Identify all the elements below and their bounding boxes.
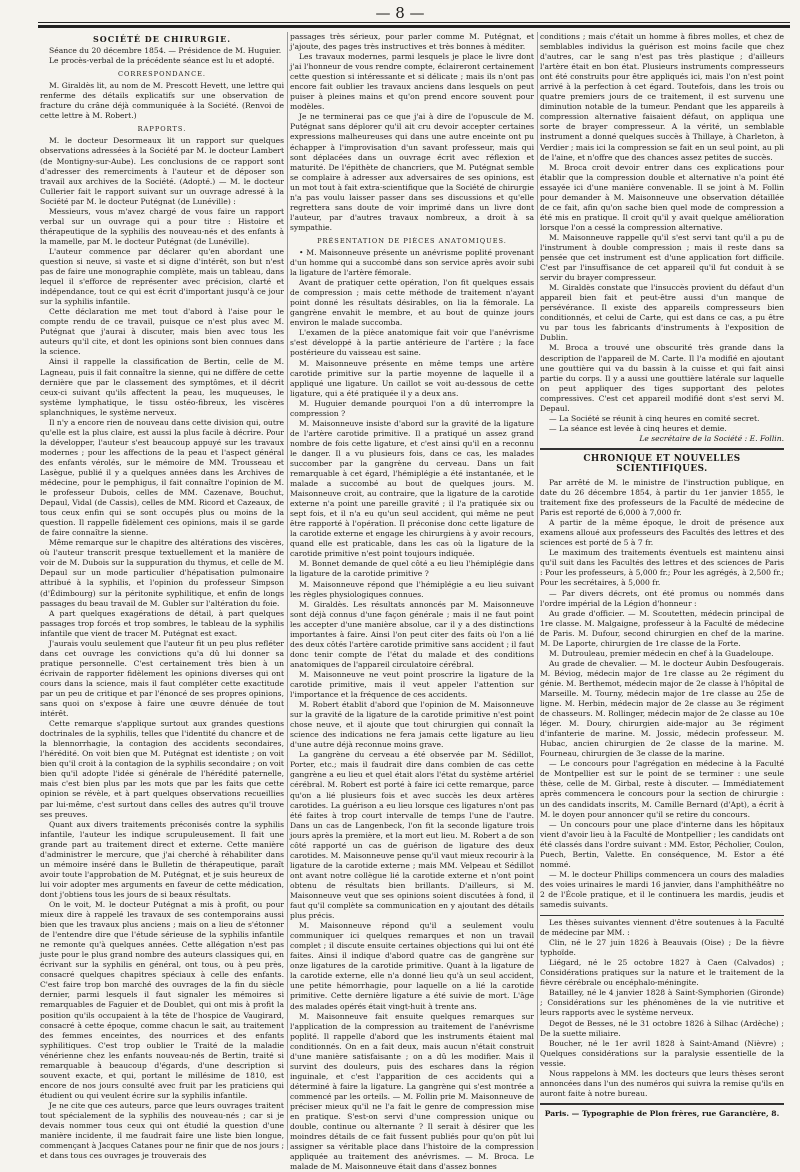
column-1 bbox=[40, 32, 284, 1161]
paragraph: J'aurais voulu seulement que l'auteur fit un peu plus refléter dans cet ouvrage les convictions qu'a dû lui donner sa pratique personnelle. C'est certainement très bien à un écrivain de rapporter fidèlement les opinions diverses qui ont cours dans la science, mais il faut compléter cette exactitude par un peu de critique et par l'énoncé de ses propres opinions, sans quoi on s'expose à faire une œuvre dénuée de tout intérêt. bbox=[40, 638, 284, 719]
paragraph: M. Maisonneuve fait ensuite quelques remarques sur l'application de la compression au traitement de l'anévrisme poplité. Il rappelle d'abord que les instruments étaient mal conditionnés. On en a fait deux, mais aucun n'était construit d'une manière satisfaisante ; on a dû les modifier. Mais il survint des douleurs, puis des eschares dans la région inguinale, et c'est l'apparition de ces accidents qui a déterminé à faire la ligature. La gangrène qui s'est montrée a commencé par les orteils. — M. Follin prie M. Maisonneuve de préciser mieux qu'il ne l'a fait le genre de compression mise en pratique. S'est-on servi d'une compression unique ou double, continue ou alternante ? Il serait à désirer que les moindres détails de ce fait fussent publiés pour qu'on pût lui assigner sa véritable place dans l'histoire de la compression appliquée au traitement des anévrismes. — M. Broca. Le malade de M. Maisonneuve était dans d'assez bonnes bbox=[290, 1011, 534, 1172]
printer-line: Paris. — Typographie de Plon frères, rue Garancière, 8. bbox=[544, 1108, 780, 1118]
paragraph: M. Broca a trouvé une obscurité très grande dans la description de l'appareil de M. Carte. Il l'a modifié en ajoutant une gouttière qui va du bassin à la cuisse et qui fait ainsi partie du corps. Il y a aussi une gouttière latérale sur laquelle on peut appliquer des tiges supportant des pelotes compressives. C'est cet appareil modifié dont s'est servi M. Depaul. bbox=[540, 343, 784, 413]
subheading: PRÉSENTATION DE PIÈCES ANATOMIQUES. bbox=[317, 236, 507, 245]
paragraph: Le procès-verbal de la précédente séance est lu et adopté. bbox=[49, 56, 275, 66]
subheading: RAPPORTS. bbox=[137, 125, 187, 134]
column-divider bbox=[287, 32, 288, 1150]
paragraph: M. Giraldès constate que l'insuccès provient du défaut d'un appareil bien fait et peut-être aussi d'un manque de persévérance. Il existe des appareils compresseurs bien conditionnés, et celui de Carte, qui est dans ce cas, a pu être vu par tous les fabricants d'instruments à l'exposition de Dublin. bbox=[540, 283, 784, 343]
paragraph: M. Bonnet demande de quel côté a eu lieu l'hémiplégie dans la ligature de la carotide primitive ? bbox=[290, 559, 534, 579]
paragraph: Cette remarque s'applique surtout aux grandes questions doctrinales de la syphilis, telles que l'identité du chancre et de la blennorrhagie, la contagion des accidents secondaires, l'hérédité. On voit bien que M. Putégnat est identiste ; on voit bien qu'il croit à la contagion de la syphilis secondaire ; on voit bien qu'il adopte l'idée si générale de l'hérédité paternelle, mais c'est bien plus par les mots que par les faits que cette opinion se révèle, et à part quelques observations recueillies par lui-même, c'est surtout dans celles des autres qu'il trouve ses preuves. bbox=[40, 719, 284, 819]
paragraph: M. Giraldès lit, au nom de M. Prescott Hevett, une lettre qui renferme des détails explicatifs sur une observation de fracture du crâne déjà communiquée à la Société. (Renvoi de cette lettre à M. Robert.) bbox=[40, 81, 284, 121]
paragraph: M. Maisonneuve présente en même temps une artère carotide primitive sur la partie moyenne de laquelle il a appliqué une ligature. Un caillot se voit au-dessous de cette ligature, qui a été pratiquée il y a deux ans. bbox=[290, 358, 534, 398]
paragraph: La gangrène du cerveau a été observée par M. Sédillot, Porter, etc.; mais il faudrait dire dans combien de cas cette gangrène a eu lieu et quel était alors l'état du système artériel cérébral. M. Robert est porté à faire ici cette remarque, parce qu'on a lié plusieurs fois et avec succès les deux artères carotides. La guérison a eu lieu lorsque ces ligatures n'ont pas été faites à trop court intervalle de temps l'une de l'autre. Dans un cas de Langenbeck, l'on fit la seconde ligature trois jours après la première, et la mort eut lieu. M. Robert a de son côté rapporté un cas de guérison de ligature des deux carotides. M. Maisonneuve pense qu'il vaut mieux recourir à la ligature de la carotide externe ; mais MM. Velpeau et Sédillot ont avant notre collègue lié la carotide externe et n'ont point obtenu de résultats bien brillants. D'ailleurs, si M. Maisonneuve veut que ses opinions soient discutées à fond, il faut qu'il complète sa communication en y ajoutant des détails plus précis. bbox=[290, 750, 534, 921]
section-title: CHRONIQUE ET NOUVELLES SCIENTIFIQUES. bbox=[583, 453, 741, 474]
paragraph: — Par divers décrets, ont été promus ou nommés dans l'ordre impérial de la Légion d'honneur : bbox=[540, 588, 784, 608]
paragraph: Même remarque sur le chapitre des altérations des viscères, où l'auteur transcrit presque textuellement et la manière de voir de M. Dubois sur la suppuration du thymus, et celle de M. Depaul sur un mode particulier d'hépatisation pulmonaire attribué à la syphilis, et l'opinion du professeur Simpson (d'Édimbourg) sur la péritonite syphilitique, et enfin de longs passages du beau travail de M. Gubler sur l'altération du foie. bbox=[40, 538, 284, 608]
paragraph: M. le docteur Desormeaux lit un rapport sur quelques observations adressées à la Société par M. le docteur Lambert (de Montigny-sur-Aube). Les conclusions de ce rapport sont d'adresser des remerciments à l'auteur et de déposer son travail aux archives de la Société. (Adopté.) — M. le docteur Cullerier fait le rapport suivant sur un ouvrage adressé à la Société par M. le docteur Putégnat (de Lunéville) : bbox=[40, 136, 284, 206]
paragraph: A part quelques exagérations de détail, à part quelques passages trop forcés et trop sombres, le tableau de la syphilis infantile que vient de tracer M. Putégnat est exact. bbox=[40, 608, 284, 638]
paragraph: M. Giraldès. Les résultats annoncés par M. Maisonneuve sont déjà connus d'une façon générale ; mais il ne faut point les accepter d'une manière absolue, car il y a des distinctions importantes à faire. Ainsi l'on peut citer des faits où l'on a lié des deux côtés l'artère carotide primitive sans accident ; il faut donc tenir compte de l'état du malade et des conditions anatomiques de l'appareil circulatoire cérébral. bbox=[290, 599, 534, 669]
paragraph: M. Maisonneuve insiste d'abord sur la gravité de la ligature de l'artère carotide primitive. Il a pratiqué un assez grand nombre de fois cette ligature, et c'est ainsi qu'il en a reconnu le danger. Il a vu plusieurs fois, dans ce cas, les malades succomber par la gangrène du cerveau. Dans un fait remarquable à cet égard, l'hémiplégie a été instantanée, et le malade a succombé au bout de quelques jours. M. Maisonneuve croit, au contraire, que la ligature de la carotide externe n'a point une pareille gravité ; il l'a pratiquée six ou sept fois, et il n'a eu qu'un seul accident, qui même ne peut être rapporté à l'opération. Il préconise donc cette ligature de la carotide externe et engage les chirurgiens à y avoir recours, quand elle est praticable, dans les cas où la ligature de la carotide primitive n'est point toujours indiquée. bbox=[290, 418, 534, 559]
paragraph: passages très sérieux, pour parler comme M. Putégnat, et j'ajoute, des pages très instructives et très bonnes à méditer. bbox=[290, 32, 534, 52]
paragraph: Je ne cite que ces auteurs, parce que leurs ouvrages traitent tout spécialement de la syphilis des nouveau-nés ; car si je devais nommer tous ceux qui ont étudié la question d'une manière incidente, il me faudrait faire une liste bien longue, commençant à Jacques Catanes pour ne finir que de nos jours ; et dans tous ces ouvrages je trouverais des bbox=[40, 1100, 284, 1161]
paragraph: M. Maisonneuve répond que l'hémiplégie a eu lieu suivant les règles physiologiques connues. bbox=[290, 579, 534, 599]
paragraph: Quant aux divers traitements préconisés contre la syphilis infantile, l'auteur les indique scrupuleusement. Il fait une grande part au traitement direct et externe. Cette manière d'administrer le mercure, que j'ai cherché à réhabiliter dans un mémoire inséré dans le Bulletin de thérapeutique, paraît avoir toute l'approbation de M. Putégnat, et je suis heureux de lui voir adopter mes arguments en faveur de cette médication, dont j'obtiens tous les jours de si beaux résultats. bbox=[40, 819, 284, 899]
paragraph: M. Dutrouleau, premier médecin en chef à la Guadeloupe. bbox=[549, 648, 774, 658]
paragraph: Le maximum des traitements éventuels est maintenu ainsi qu'il suit dans les Facultés des lettres et des sciences de Paris : Pour les professeurs, à 5,000 fr.; Pour les agrégés, à 2,500 fr.; Pour les secrétaires, à 5,000 fr. bbox=[540, 548, 784, 588]
paragraph: conditions ; mais c'était un homme à fibres molles, et chez de semblables individus la guérison est moins facile que chez d'autres, car le sang n'est pas très plastique ; d'ailleurs l'artère était en bon état. Plusieurs instruments compresseurs ont été construits pour être appliqués ici, mais l'on n'est point arrivé à la perfection à cet égard. Toutefois, dans les trois ou quatre premiers jours de ce traitement, il est survenu une diminution notable de la tumeur. Pendant que les appareils à compression alternative faisaient défaut, on appliqua une sorte de brayer compresseur. A la vérité, un semblable instrument a donné quelques succès à Thillaye, à Charleton, à Verdier ; mais ici la compression se fait en un seul point, au pli de l'aine, et n'offre que des chances assez petites de succès. bbox=[540, 32, 784, 162]
signature: Le secrétaire de la Société : E. Follin. bbox=[639, 433, 784, 443]
paragraph: M. Maisonneuve ne veut point proscrire la ligature de la carotide primitive, mais il veut appeler l'attention sur l'importance et la fréquence de ces accidents. bbox=[290, 669, 534, 700]
paragraph: Messieurs, vous m'avez chargé de vous faire un rapport verbal sur un ouvrage qui a pour titre : Histoire et thérapeutique de la syphilis des nouveau-nés et des enfants à la mamelle, par M. le docteur Putégnat (de Lunéville). bbox=[40, 206, 284, 246]
paragraph: Clin, né le 27 juin 1826 à Beauvais (Oise) ; De la fièvre typhoïde. bbox=[540, 938, 784, 958]
paragraph: On le voit, M. le docteur Putégnat a mis à profit, ou pour mieux dire à rappelé les travaux de ses contemporains aussi bien que les travaux plus anciens ; mais on a lieu de s'étonner de l'entendre dire que l'étude sérieuse de la syphilis infantile ne remonte qu'à quelques années. Cette allégation n'est pas juste pour le plus grand nombre des auteurs classiques qui, en écrivant sur la syphilis en général, ont tous, ou à peu près, consacré quelques chapitres spéciaux à celle des enfants. C'est faire trop bon marché des ouvrages de la fin du siècle dernier, parmi lesquels il faut signaler les mémoires si remarquables de Faguier et de Doublet, qui ont mis à profit la position qu'ils occupaient à la tête de l'hospice de Vaugirard, consacré à cette époque, comme chacun le sait, au traitement des femmes enceintes, des nourrices et des enfants syphilitiques. C'est trop oublier le Traité de la maladie vénérienne chez les enfants nouveau-nés de Bertin, traité si remarquable à beaucoup d'égards, d'une description si souvent exacte, et qui, portant le millésime de 1810, est encore de nos jours consulté avec fruit par les praticiens qui étudient ou qui veulent écrire sur la syphilis infantile. bbox=[40, 899, 284, 1100]
subheading: CORRESPONDANCE. bbox=[117, 70, 207, 79]
column-divider bbox=[537, 32, 538, 1150]
paragraph: Degot de Besses, né le 31 octobre 1826 à Silhac (Ardèche) ; De la suette miliaire. bbox=[540, 1018, 784, 1038]
page-number: — 8 — bbox=[375, 4, 425, 22]
paragraph: — La Société se réunit à cinq heures en comité secret. bbox=[549, 413, 760, 423]
paragraph: Boucher, né le 1er avril 1828 à Saint-Amand (Nièvre) ; Quelques considérations sur la paralysie essentielle de la vessie. bbox=[540, 1038, 784, 1068]
paragraph: L'examen de la pièce anatomique fait voir que l'anévrisme s'est développé à la partie antérieure de l'artère ; la face postérieure du vaisseau est saine. bbox=[290, 328, 534, 358]
paragraph: — La séance est levée à cinq heures et demie. bbox=[549, 423, 727, 433]
paragraph: Nous rappelons à MM. les docteurs que leurs thèses seront annoncées dans l'un des numéros qui suivra la remise qu'ils en auront faite à notre bureau. bbox=[540, 1068, 784, 1098]
paragraph: Je ne terminerai pas ce que j'ai à dire de l'opuscule de M. Putégnat sans déplorer qu'il ait cru devoir accepter certaines expressions malheureuses qui dans une autre enceinte ont pu échapper à l'improvisation d'un savant professeur, mais qui sont déplacées dans un ouvrage écrit avec réflexion et maturité. De l'épithète de chancriers, que M. Putégnat semble se complaire à adresser aux adversaires de ses opinions, est un mot tout à fait extra-scientifique que la Société de chirurgie n'a pas voulu laisser passer dans ses discussions et qu'elle regrettera sans doute de voir imprimé dans un livre dont l'auteur, par d'autres travaux nombreux, a droit à sa sympathie. bbox=[290, 112, 534, 232]
column-2 bbox=[290, 32, 534, 1172]
paragraph: M. Maisonneuve rappelle qu'il s'est servi tant qu'il a pu de l'instrument à double compression ; mais il reste dans sa pensée que cet instrument est d'une application fort difficile. C'est par l'insuffisance de cet appareil qu'il fut conduit à se servir du brayer compresseur. bbox=[540, 232, 784, 283]
divider bbox=[540, 448, 784, 450]
paragraph: — M. le docteur Phillips commencera un cours des maladies des voies urinaires le mardi 16 janvier, dans l'amphithéâtre no 2 de l'École pratique, et il le continuera les mardis, jeudis et samedis suivants. bbox=[540, 869, 784, 909]
paragraph: Avant de pratiquer cette opération, l'on fit quelques essais de compression ; mais cette méthode de traitement n'ayant point donné les résultats désirables, on lia la fémorale. La gangrène envahit le membre, et au bout de quinze jours environ le malade succomba. bbox=[290, 278, 534, 328]
paragraph: M. Huguier demande pourquoi l'on a dû interrompre la compression ? bbox=[290, 398, 534, 418]
header-rule bbox=[38, 22, 790, 28]
paragraph: M. Broca croit devoir entrer dans ces explications pour établir que la compression double et alternative n'a point été essayée ici d'une manière convenable. Il se joint à M. Follin pour demander à M. Maisonneuve une observation détaillée de ce fait, afin qu'on sache bien quel mode de compression a été mis en pratique. Il croit qu'il y avait quelque amélioration lorsque l'on a cessé la compression alternative. bbox=[540, 162, 784, 232]
session-line: Séance du 20 décembre 1854. — Présidence de M. Huguier. bbox=[49, 46, 282, 56]
paragraph: Il n'y a encore rien de nouveau dans cette division qui, outre qu'elle est la plus claire, est aussi la plus facile à décrire. Pour la développer, l'auteur s'est beaucoup appuyé sur les travaux modernes ; pour les affections de la peau et l'aspect général des enfants vérolés, sur le mémoire de MM. Trousseau et Lasègue, publié il y a quelques années dans les Archives de médecine, pour le pemphigus, il fait connaître l'opinion de M. le professeur Dubois, celles de MM. Cazenave, Bouchut, Depaul, Vidal (de Cassis), celles de MM. Ricord et Cazeaux, de tous ceux enfin qui se sont occupés plus ou moins de la question. Il rappelle fidèlement ces opinions, mais il se garde de faire connaître la sienne. bbox=[40, 417, 284, 538]
paragraph: M. Maisonneuve répond qu'il a seulement voulu communiquer ici quelques remarques et non un travail complet ; il discute ensuite certaines objections qui lui ont été faites. Ainsi il indique d'abord quatre cas de gangrène sur onze ligatures de la carotide primitive. Quant à la ligature de la carotide externe, elle n'a donné lieu qu'à un seul accident, une petite hémorrhagie, pour laquelle on a lié la carotide primitive. Cette dernière ligature a été suivie de mort. L'âge des malades opérés était vingt-huit à trente ans. bbox=[290, 921, 534, 1011]
section-title: SOCIÉTÉ DE CHIRURGIE. bbox=[92, 34, 231, 44]
paragraph: L'auteur commence par déclarer qu'en abordant une question si neuve, si vaste et si digne d'intérêt, son but n'est pas de faire une monographie complète, mais un tableau, dans lequel il s'efforce de représenter avec précision, clarté et indépendance, tout ce qui est écrit d'important jusqu'à ce jour sur la syphilis infantile. bbox=[40, 246, 284, 307]
paragraph: Les thèses suivantes viennent d'être soutenues à la Faculté de médecine par MM. : bbox=[540, 918, 784, 938]
paragraph: Au grade de chevalier. — M. le docteur Aubin Desfougerais. M. Béviog, médecin major de 1re classe au 2e régiment du génie. M. Berthemot, médecin major de 2e classe à l'hôpital de Marseille. M. Tourny, médecin major de 1re classe au 25e de ligne. M. Herbin, médecin major de 2e classe au 3e régiment de chasseurs. M. Rollinger, médecin major de 2e classe au 10e léger. M. Doury, chirurgien aide-major au 3e régiment d'infanterie de marine. M. Jossic, médecin professeur. M. Hubac, ancien chirurgien de 2e classe de la marine. M. Fourneau, chirurgien de 3e classe de la marine. bbox=[540, 658, 784, 759]
paragraph: A partir de la même époque, le droit de présence aux examens alloué aux professeurs des Facultés des lettres et des sciences est porté de 5 à 7 fr. bbox=[540, 518, 784, 548]
paragraph: Ainsi il rappelle la classification de Bertin, celle de M. Lagneau, puis il fait connaître la sienne, qui ne diffère de cette dernière que par le classement des symptômes, et il décrit ceux-ci suivant qu'ils affectent la peau, les muqueuses, le système lymphatique, le tissu ostéo-fibreux, les viscères splanchniques, le système nerveux. bbox=[40, 357, 284, 417]
paragraph: Les travaux modernes, parmi lesquels je place le livre dont j'ai l'honneur de vous rendre compte, éclaireront certainement cette question si intéressante et si délicate ; mais ils n'ont pas encore fait oublier les travaux anciens dans lesquels on peut puiser à pleines mains et qu'on prend encore souvent pour modèles. bbox=[290, 52, 534, 112]
paragraph: — Le concours pour l'agrégation en médecine à la Faculté de Montpellier est sur le point de se terminer : une seule thèse, celle de M. Girbal, reste à discuter. — Immédiatement après commencera le concours pour la section de chirurgie : un des candidats inscrits, M. Camille Bernard (d'Apt), a écrit à M. le doyen pour annoncer qu'il se retire du concours. bbox=[540, 759, 784, 819]
divider bbox=[540, 915, 784, 916]
paragraph: Au grade d'officier. — M. Scoutetten, médecin principal de 1re classe. M. Malgaigne, professeur à la Faculté de médecine de Paris. M. Dufour, second chirurgien en chef de la marine. M. De Laporte, chirurgien de 1re classe de la Forte. bbox=[540, 608, 784, 648]
paragraph: Par arrêté de M. le ministre de l'instruction publique, en date du 26 décembre 1854, à partir du 1er janvier 1855, le traitement fixe des professeurs de la Faculté de médecine de Paris est reporté de 6,000 à 7,000 fr. bbox=[540, 478, 784, 518]
paragraph: — Un concours pour une place d'interne dans les hôpitaux vient d'avoir lieu à la Faculté de Montpellier ; les candidats ont été classés dans l'ordre suivant : MM. Estor, Pécholier, Coulon, Puech, Bertin, Valette. En conséquence, M. Estor a été nommé. bbox=[540, 819, 784, 869]
paragraph: Cette déclaration me met tout d'abord à l'aise pour le compte rendu de ce travail, puisque ce n'est plus avec M. Putégnat que j'aurai à discuter, mais bien avec tous les auteurs qu'il cite, et dont les opinions sont bien connues dans la science. bbox=[40, 307, 284, 357]
paragraph: Batailley, né le 4 janvier 1828 à Saint-Symphorien (Gironde) ; Considérations sur les phénomènes de la vie nutritive et leurs rapports avec le système nerveux. bbox=[540, 988, 784, 1018]
paragraph: Liégard, né le 25 octobre 1827 à Caen (Calvados) ; Considérations pratiques sur la nature et le traitement de la fièvre cérébrale ou encéphalo-méningite. bbox=[540, 958, 784, 988]
paragraph: • M. Maisonneuve présente un anévrisme poplité provenant d'un homme qui a succombé dans son service après avoir subi la ligature de l'artère fémorale. bbox=[290, 247, 534, 278]
paragraph: M. Robert établit d'abord que l'opinion de M. Maisonneuve sur la gravité de la ligature de la carotide primitive n'est point chose neuve, et il ajoute que tout chirurgien qui connaît la science des indications ne fera jamais cette ligature au lieu d'une autre déjà reconnue moins grave. bbox=[290, 700, 534, 750]
divider bbox=[540, 1103, 784, 1105]
column-3 bbox=[540, 32, 784, 1150]
